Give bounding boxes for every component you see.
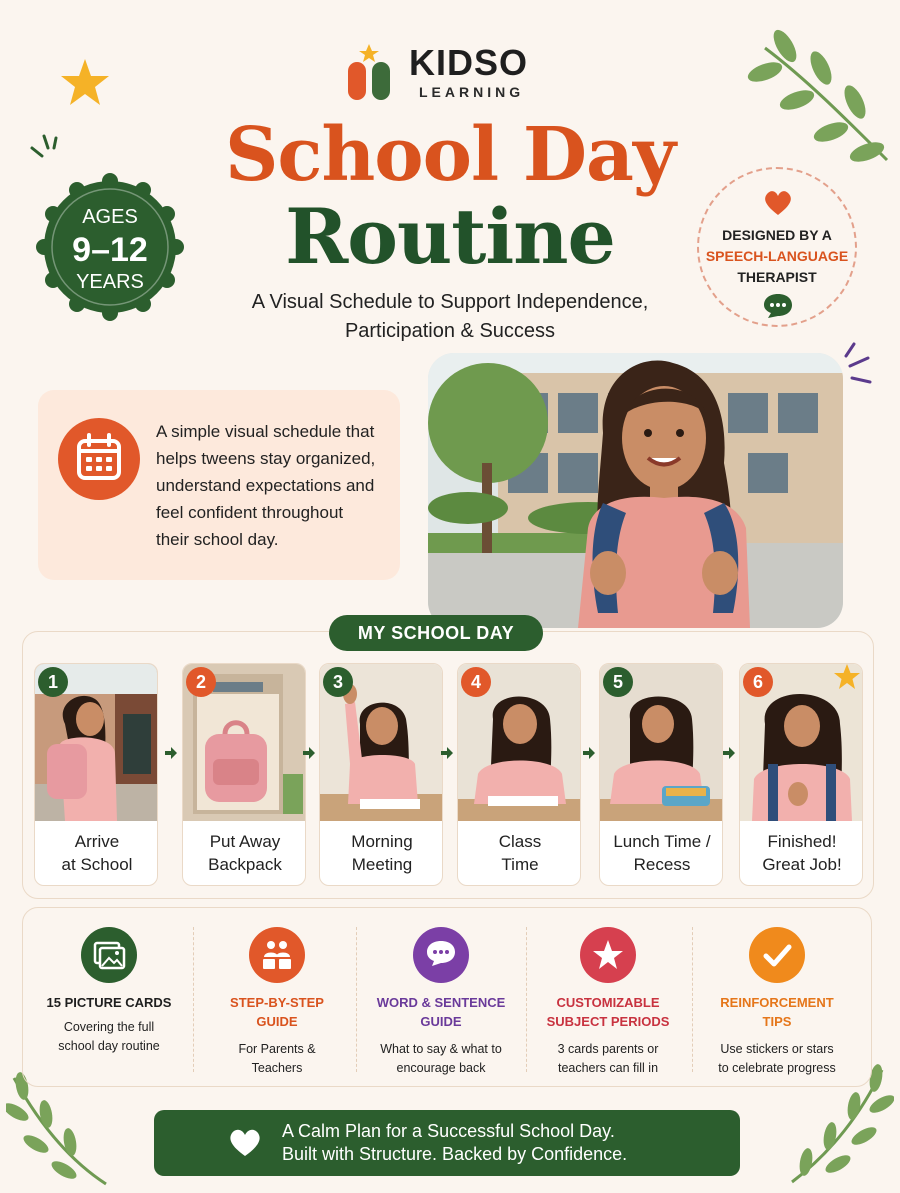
ages-label: AGES xyxy=(82,206,138,228)
feature-word-sentence-guide xyxy=(361,925,521,1075)
brand-sub: LEARNING xyxy=(419,84,525,100)
page-title-line1: School Day xyxy=(224,112,675,198)
arrow-right-icon xyxy=(164,746,178,760)
feature-desc-line1: Covering the full xyxy=(63,1020,155,1034)
feature-desc-line2: school day routine xyxy=(58,1039,160,1053)
page-subtitle xyxy=(200,288,700,346)
feature-desc-line2: Teachers xyxy=(251,1061,303,1075)
step-label-line2: Recess xyxy=(633,855,691,874)
step-label xyxy=(600,830,723,876)
star-decoration-icon xyxy=(58,56,112,110)
arrow-right-icon xyxy=(582,746,596,760)
feature-title-line1: CUSTOMIZABLE xyxy=(556,995,660,1010)
feature-title-line1: REINFORCEMENT xyxy=(720,995,834,1010)
schedule-step-1[interactable] xyxy=(34,663,158,886)
intro-line: their school day. xyxy=(156,530,279,549)
feature-title xyxy=(528,993,688,1031)
feature-desc xyxy=(197,1040,357,1078)
designed-by-line1: DESIGNED BY A xyxy=(722,227,832,243)
divider xyxy=(526,927,527,1072)
guide-people-icon xyxy=(249,927,305,983)
divider xyxy=(692,927,693,1072)
feature-desc xyxy=(697,1040,857,1078)
intro-line: feel confident throughout xyxy=(156,503,344,522)
step-label-line1: Lunch Time / xyxy=(613,832,711,851)
step-label-line2: Time xyxy=(501,855,539,874)
step-label-line1: Morning xyxy=(351,832,413,851)
ages-range: 9–12 xyxy=(72,231,148,269)
step-label xyxy=(35,830,158,876)
page-title-line2: Routine xyxy=(285,192,615,281)
step-number: 3 xyxy=(323,667,353,697)
schedule-step-3[interactable] xyxy=(319,663,443,886)
hero-photo-girl-at-school xyxy=(428,353,843,628)
feature-desc xyxy=(361,1040,521,1078)
subtitle-line2: Participation & Success xyxy=(344,320,556,342)
footer-line1: A Calm Plan for a Successful School Day. xyxy=(282,1121,615,1141)
arrow-right-icon xyxy=(440,746,454,760)
schedule-step-2[interactable] xyxy=(182,663,306,886)
step-number: 2 xyxy=(186,667,216,697)
kidso-logo-mark-icon xyxy=(345,44,399,100)
feature-title-line1: STEP-BY-STEP xyxy=(230,995,324,1010)
step-number: 6 xyxy=(743,667,773,697)
feature-title xyxy=(197,993,357,1031)
star-icon xyxy=(580,927,636,983)
sparkle-purple-icon xyxy=(840,340,874,390)
intro-line: A simple visual schedule that xyxy=(156,422,375,441)
designed-by-badge xyxy=(697,167,857,327)
feature-desc-line1: What to say & what to xyxy=(380,1042,502,1056)
feature-title xyxy=(361,993,521,1031)
intro-card xyxy=(38,390,400,580)
arrow-right-icon xyxy=(302,746,316,760)
intro-line: helps tweens stay organized, xyxy=(156,449,376,468)
feature-title-line2: TIPS xyxy=(762,1014,792,1029)
schedule-step-5[interactable] xyxy=(599,663,723,886)
footer-banner xyxy=(154,1110,740,1176)
heart-icon xyxy=(228,1128,262,1158)
step-label xyxy=(458,830,581,876)
feature-title-line2: GUIDE xyxy=(256,1014,298,1029)
schedule-step-4[interactable] xyxy=(457,663,581,886)
step-number: 5 xyxy=(603,667,633,697)
feature-title-line1: 15 PICTURE CARDS xyxy=(46,995,172,1010)
feature-customizable-periods xyxy=(528,925,688,1075)
calendar-icon xyxy=(58,418,140,500)
feature-desc xyxy=(29,1018,189,1056)
divider xyxy=(193,927,194,1072)
schedule-heading: MY SCHOOL DAY xyxy=(329,615,543,651)
picture-cards-icon xyxy=(81,927,137,983)
feature-title xyxy=(697,993,857,1031)
intro-text xyxy=(156,418,391,553)
feature-picture-cards xyxy=(29,925,189,1075)
brand-name: KIDSO xyxy=(409,42,529,83)
schedule-step-6[interactable] xyxy=(739,663,863,886)
designed-by-line2: SPEECH-LANGUAGE xyxy=(705,248,849,264)
step-label-line2: Great Job! xyxy=(762,855,842,874)
heart-icon xyxy=(763,189,793,217)
feature-reinforcement-tips xyxy=(697,925,857,1075)
chat-bubble-icon xyxy=(762,292,794,320)
feature-step-by-step-guide xyxy=(197,925,357,1075)
step-label-line1: Class xyxy=(498,832,542,851)
step-label xyxy=(320,830,443,876)
feature-desc-line1: For Parents & xyxy=(238,1042,316,1056)
feature-title-line2: GUIDE xyxy=(420,1014,462,1029)
ages-badge xyxy=(36,173,184,321)
step-number: 4 xyxy=(461,667,491,697)
feature-title-line1: WORD & SENTENCE xyxy=(376,995,506,1010)
brand-logo[interactable] xyxy=(345,36,565,106)
step-label-line2: Backpack xyxy=(208,855,282,874)
subtitle-line1: A Visual Schedule to Support Independence, xyxy=(251,291,649,313)
feature-title xyxy=(29,993,189,1012)
step-label xyxy=(183,830,306,876)
speech-bubble-icon xyxy=(413,927,469,983)
feature-desc-line2: encourage back xyxy=(396,1061,486,1075)
feature-desc-line2: to celebrate progress xyxy=(718,1061,836,1075)
footer-line2: Built with Structure. Backed by Confidence. xyxy=(282,1144,628,1164)
feature-desc-line1: Use stickers or stars xyxy=(720,1042,834,1056)
ages-years: YEARS xyxy=(76,271,144,293)
step-label-line1: Arrive xyxy=(74,832,120,851)
step-label-line2: at School xyxy=(61,855,133,874)
check-icon xyxy=(749,927,805,983)
arrow-right-icon xyxy=(722,746,736,760)
step-label xyxy=(740,830,863,876)
step-label-line1: Finished! xyxy=(767,832,837,851)
feature-title-line2: SUBJECT PERIODS xyxy=(546,1014,670,1029)
intro-line: understand expectations and xyxy=(156,476,375,495)
feature-desc xyxy=(528,1040,688,1078)
step-number: 1 xyxy=(38,667,68,697)
step-label-line1: Put Away xyxy=(209,832,281,851)
star-icon xyxy=(832,663,862,692)
step-label-line2: Meeting xyxy=(351,855,413,874)
designed-by-line3: THERAPIST xyxy=(737,269,817,285)
feature-desc-line1: 3 cards parents or xyxy=(557,1042,659,1056)
feature-desc-line2: teachers can fill in xyxy=(557,1061,659,1075)
